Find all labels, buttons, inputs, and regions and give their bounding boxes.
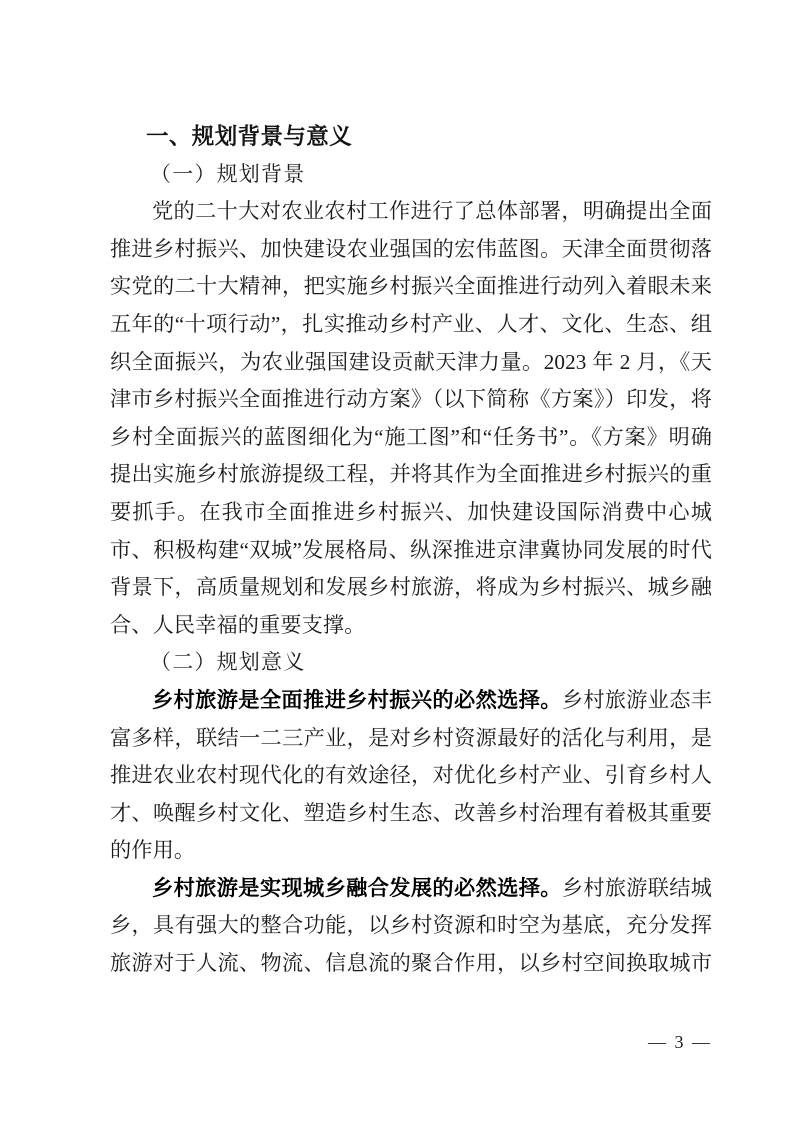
paragraph-planning-background: 党的二十大对农业农村工作进行了总体部署，明确提出全面推进乡村振兴、加快建设农业强国的宏伟蓝图。天津全面贯彻落实党的二十大精神，把实施乡村振兴全面推进行动列入着眼未来五年的“十项行动”，扎实推动乡村产业、人才、文化、生态、组织全面振兴，为农业强国建设贡献天津力量。2023 年 2 月，《天津市乡村振兴全面推进行动方案》（以下简称《方案》）印发，将乡村全面振兴的蓝图细化为“施工图”和“任务书”。《方案》明确提出实施乡村旅游提级工程，并将其作为全面推进乡村振兴的重要抓手。在我市全面推进乡村振兴、加快建设国际消费中心城市、积极构建“双城”发展格局、纵深推进京津冀协同发展的时代背景下，高质量规划和发展乡村旅游，将成为乡村振兴、城乡融合、人民幸福的重要支撑。	[110, 199, 712, 637]
paragraph-rural-tourism-urban-rural-integration	[110, 870, 712, 983]
section-heading-planning-background: （一）规划背景	[150, 161, 306, 186]
page-number: — 3 —	[648, 1032, 712, 1052]
paragraph-lead-in-integration: 乡村旅游是实现城乡融合发展的必然选择。	[152, 875, 562, 900]
page-content	[110, 118, 712, 983]
paragraph-body-integration: 乡村旅游联结城乡，具有强大的整合功能，以乡村资源和时空为基底，充分发挥旅游对于人流、物流、信息流的聚合作用，以乡村空间换取城市	[110, 875, 712, 976]
paragraph-rural-tourism-revitalization	[110, 682, 712, 870]
paragraph-lead-in-revitalization: 乡村旅游是全面推进乡村振兴的必然选择。	[152, 687, 562, 712]
section-heading-planning-significance: （二）规划意义	[150, 650, 306, 675]
paragraph-body-revitalization: 乡村旅游业态丰富多样，联结一二三产业，是对乡村资源最好的活化与利用，是推进农业农村现代化的有效途径，对优化乡村产业、引育乡村人才、唤醒乡村文化、塑造乡村生态、改善乡村治理有着极其重要的作用。	[110, 687, 712, 863]
section-heading-level-1: 一、规划背景与意义	[146, 124, 353, 149]
